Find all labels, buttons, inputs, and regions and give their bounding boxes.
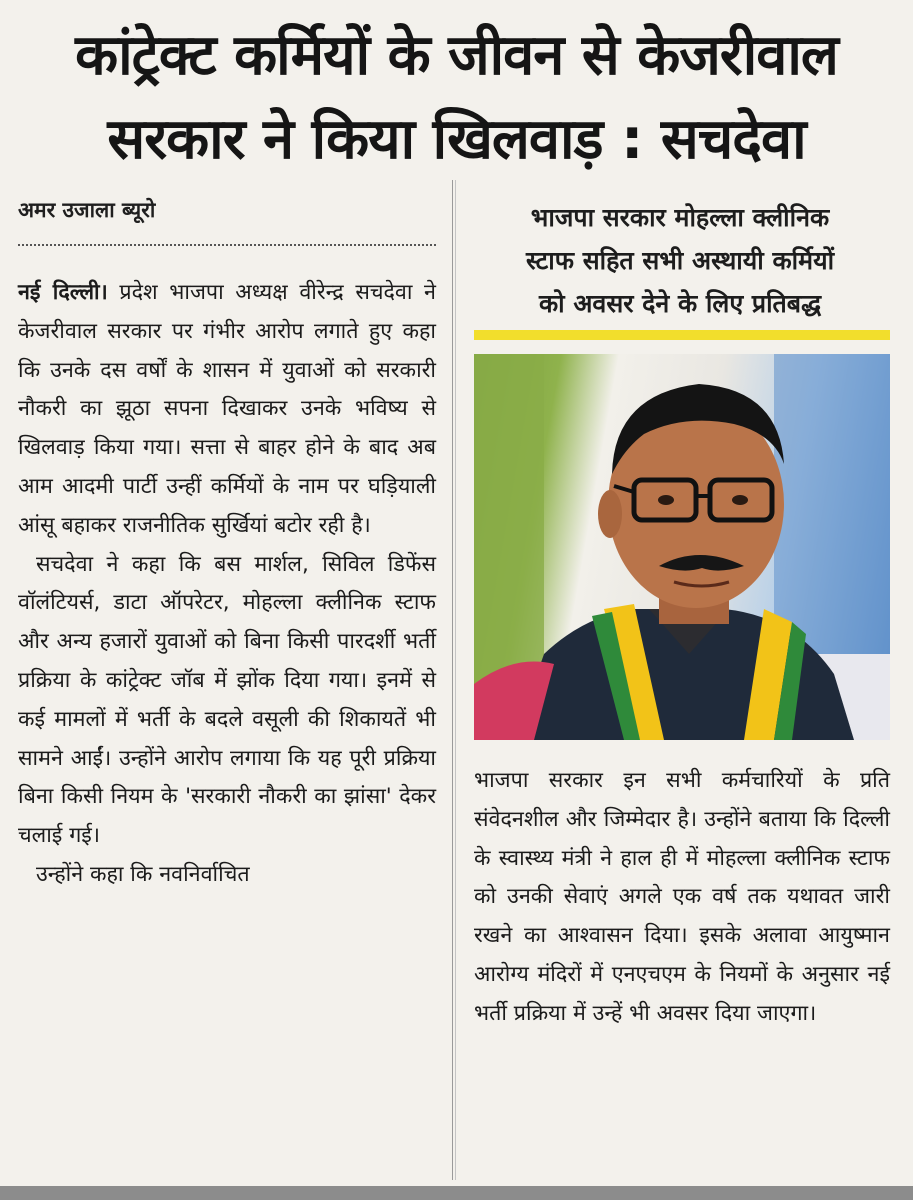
right-paragraph-1: भाजपा सरकार इन सभी कर्मचारियों के प्रति संवेदनशील और जिम्मेदार है। उन्होंने बताया कि दिल्ली के स्वास्थ्य मंत्री ने हाल ही में मोहल्ला क्लीनिक स्टाफ को उनकी सेवाएं अगले एक वर्ष तक यथावत जारी रखने का आश्वासन दिया। इसके अलावा आयुष्मान आरोग्य मंदिरों में एनएचएम के नियमों के अनुसार नई भर्ती प्रक्रिया में उन्हें भी अवसर दिया जाएगा।	[474, 768, 890, 1026]
paragraph-1-text: प्रदेश भाजपा अध्यक्ष वीरेन्द्र सचदेवा ने केजरीवाल सरकार पर गंभीर आरोप लगाते हुए कहा कि उनके दस वर्षों के शासन में युवाओं को सरकारी नौकरी का झूठा सपना दिखाकर उनके भविष्य से खिलवाड़ किया गया। सत्ता से बाहर होने के बाद अब आम आदमी पार्टी उन्हीं कर्मियों के नाम पर घड़ियाली आंसू बहाकर राजनीतिक सुर्खियां बटोर रही है।	[18, 280, 436, 538]
byline-divider	[18, 244, 436, 246]
column-divider-shadow	[455, 180, 456, 1180]
headline-line-1: कांट्रेक्ट कर्मियों के जीवन से केजरीवाल	[75, 23, 838, 88]
dateline: नई दिल्ली।	[18, 280, 108, 305]
column-divider	[452, 180, 453, 1180]
subhead-line-3: को अवसर देने के लिए प्रतिबद्ध	[538, 289, 822, 318]
headline-line-2: सरकार ने किया खिलवाड़ : सचदेवा	[107, 107, 806, 172]
byline: अमर उजाला ब्यूरो	[18, 198, 156, 222]
subhead-line-2: स्टाफ सहित सभी अस्थायी कर्मियों	[525, 246, 835, 275]
subheadline	[470, 196, 890, 325]
paragraph-3: उन्होंने कहा कि नवनिर्वाचित	[36, 861, 250, 887]
left-column	[18, 274, 436, 895]
portrait-photo	[474, 354, 890, 740]
portrait-illustration	[474, 354, 890, 740]
subhead-line-1: भाजपा सरकार मोहल्ला क्लीनिक	[530, 203, 830, 232]
paragraph-2: सचदेवा ने कहा कि बस मार्शल, सिविल डिफेंस वॉलंटियर्स, डाटा ऑपरेटर, मोहल्ला क्लीनिक स्टाफ और अन्य हजारों युवाओं को बिना किसी पारदर्शी भर्ती प्रक्रिया के कांट्रेक्ट जॉब में झोंक दिया गया। इनमें से कई मामलों में भर्ती के बदले वसूली की शिकायतें भी सामने आईं। उन्होंने आरोप लगाया कि यह पूरी प्रक्रिया बिना किसी नियम के 'सरकारी नौकरी का झांसा' देकर चलाई गई।	[18, 551, 436, 849]
paragraph-1	[18, 274, 436, 546]
right-column	[474, 762, 890, 1034]
headline	[10, 14, 903, 182]
subhead-accent-bar	[474, 330, 890, 340]
bottom-edge	[0, 1186, 913, 1200]
